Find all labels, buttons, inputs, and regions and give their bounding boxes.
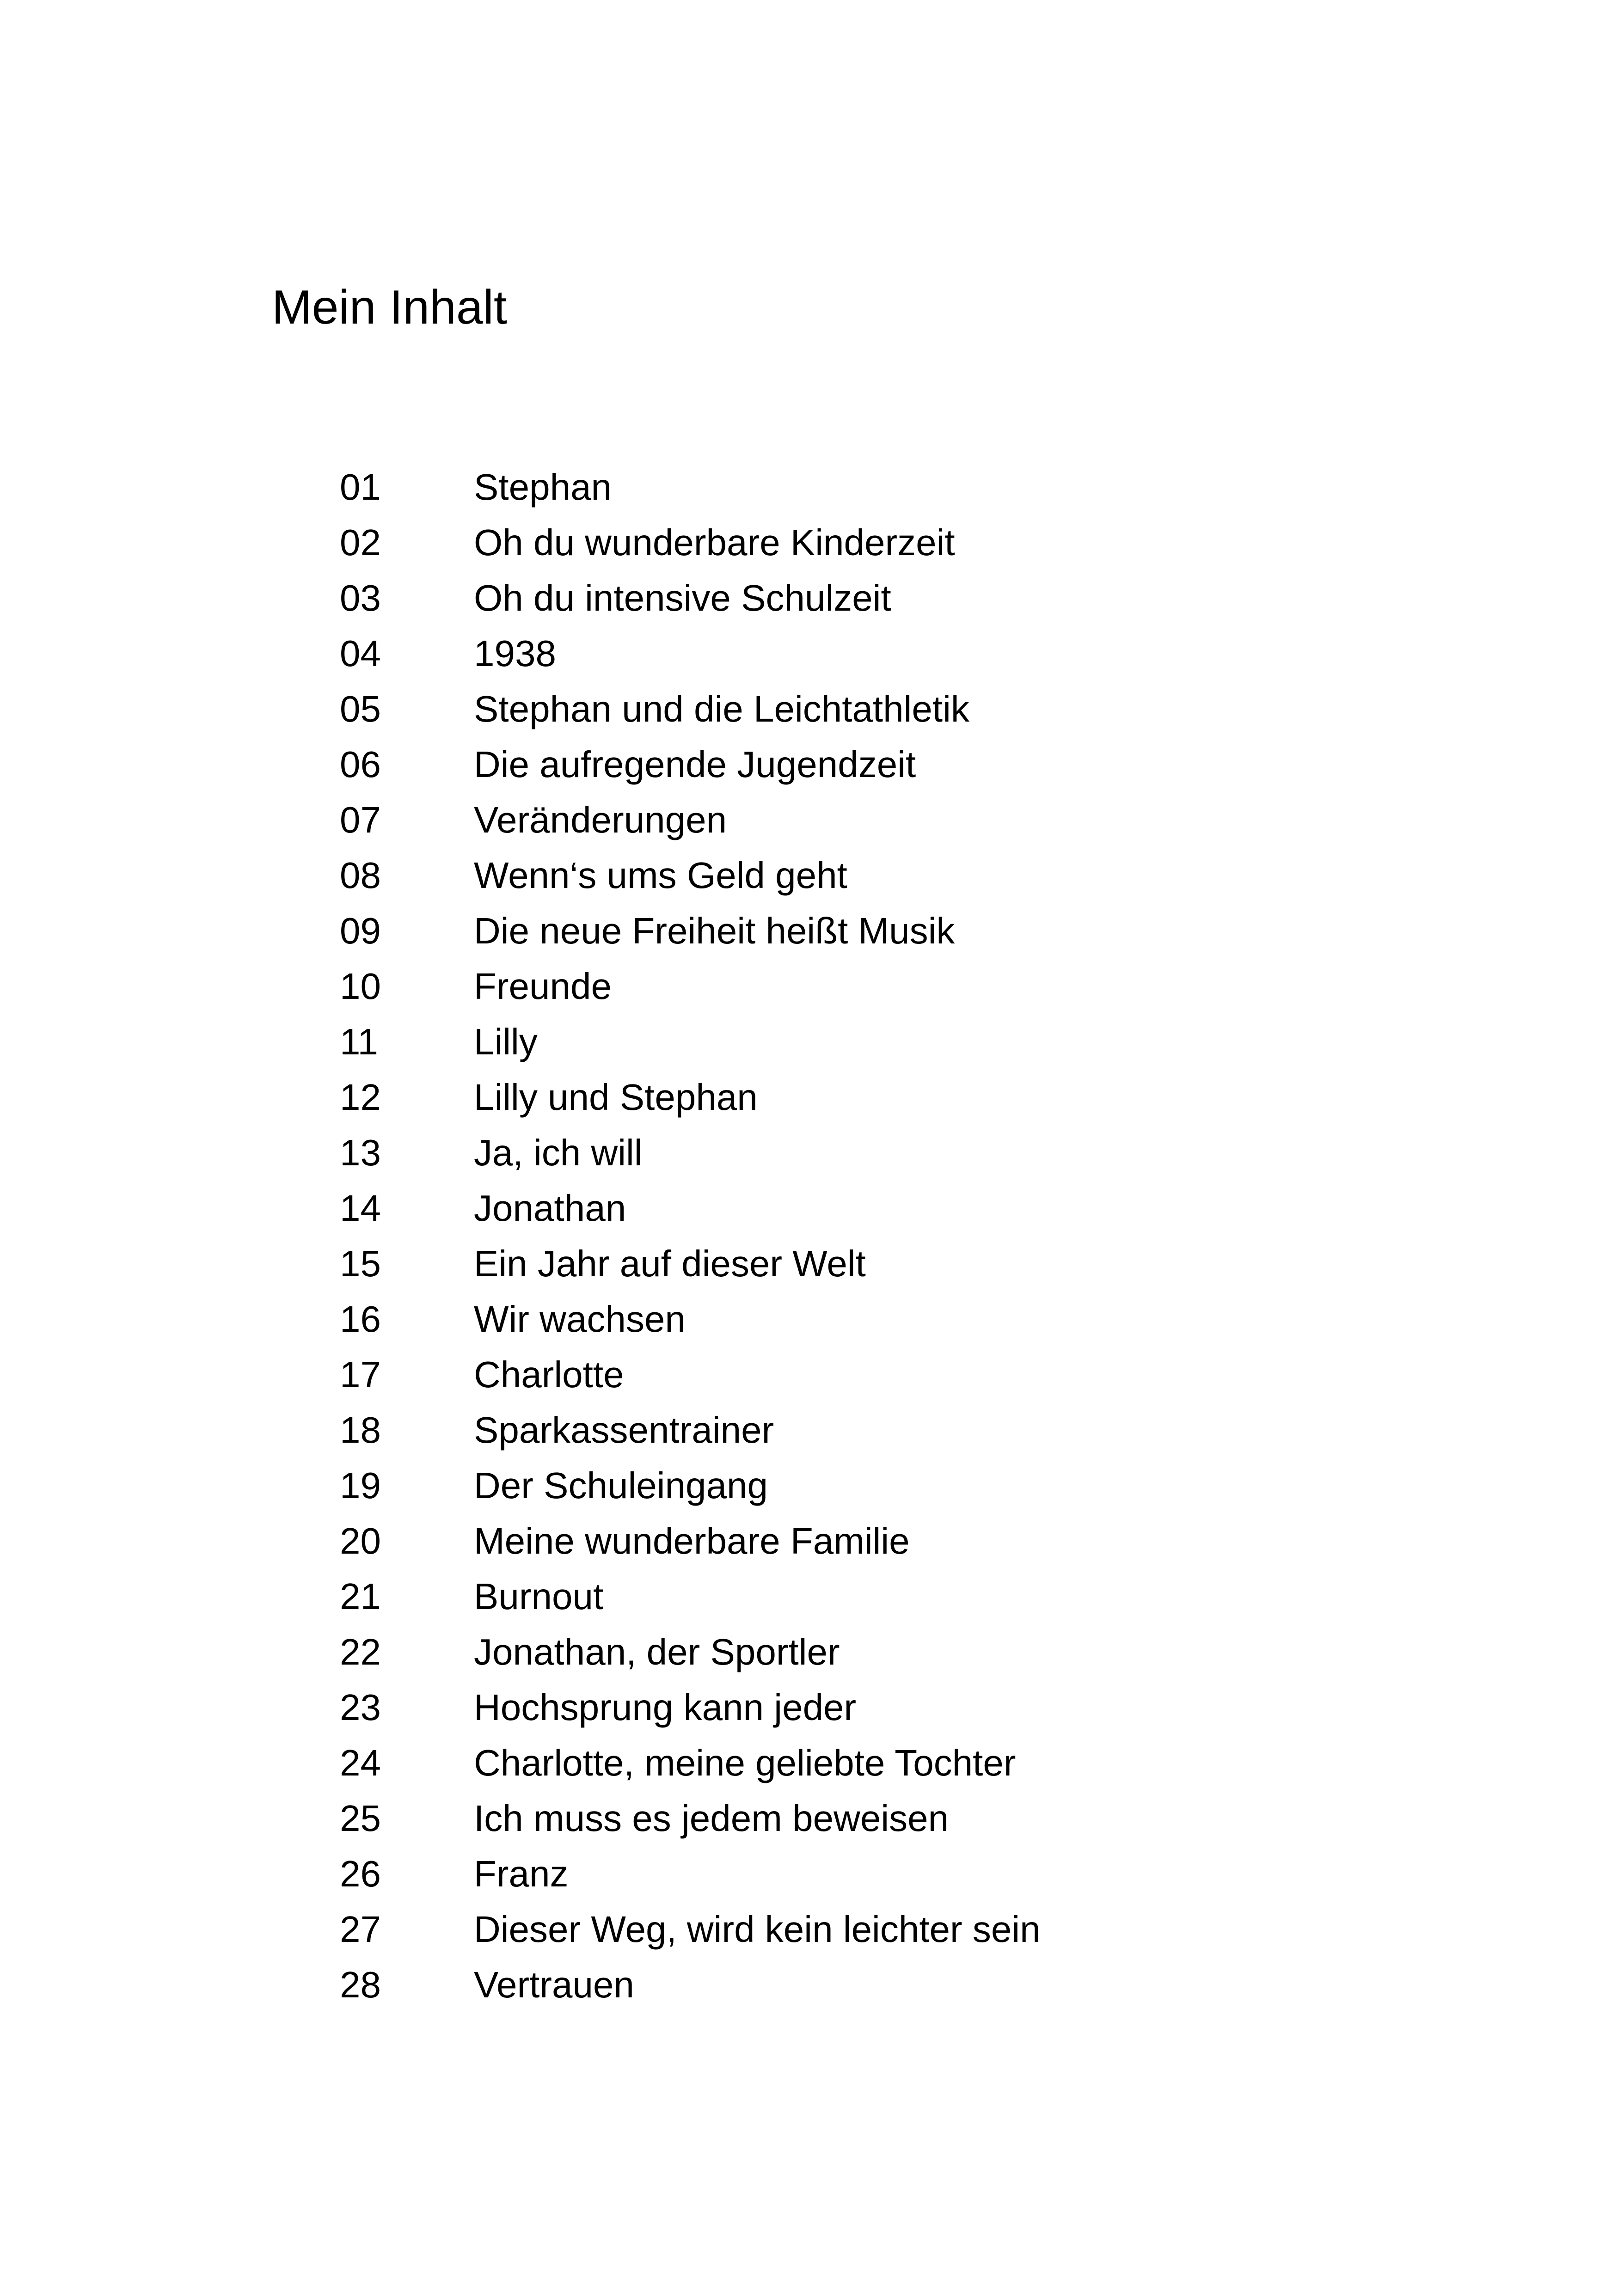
toc-entry-title: Burnout bbox=[474, 1576, 604, 1617]
toc-entry bbox=[340, 959, 1041, 1014]
toc-entry bbox=[340, 848, 1041, 903]
toc-entry-number: 04 bbox=[340, 633, 381, 674]
toc-entry-title: Ja, ich will bbox=[474, 1132, 643, 1173]
toc-entry bbox=[340, 1070, 1041, 1125]
toc-entry-title: Veränderungen bbox=[474, 799, 727, 840]
toc-entry-title: Der Schuleingang bbox=[474, 1465, 768, 1506]
toc-entry-title: Ein Jahr auf dieser Welt bbox=[474, 1243, 866, 1284]
toc-entry bbox=[340, 1569, 1041, 1624]
toc-entry bbox=[340, 737, 1041, 792]
toc-entry-number: 23 bbox=[340, 1687, 381, 1728]
toc-entry-number: 25 bbox=[340, 1798, 381, 1839]
toc-entry bbox=[340, 1181, 1041, 1236]
toc-entry bbox=[340, 1624, 1041, 1680]
toc-entry-number: 09 bbox=[340, 910, 381, 951]
toc-entry bbox=[340, 1735, 1041, 1791]
toc-entry-title: Dieser Weg, wird kein leichter sein bbox=[474, 1909, 1041, 1950]
toc-entry bbox=[340, 1957, 1041, 2013]
toc-entry-title: Ich muss es jedem beweisen bbox=[474, 1798, 949, 1839]
toc-entry bbox=[340, 1347, 1041, 1402]
toc-entry-title: Lilly bbox=[474, 1021, 538, 1062]
toc-entry-number: 01 bbox=[340, 466, 381, 508]
toc-entry-number: 14 bbox=[340, 1188, 381, 1229]
toc-entry-title: Stephan und die Leichtathletik bbox=[474, 688, 969, 729]
toc-entry-number: 11 bbox=[340, 1021, 379, 1062]
toc-entry-title: Lilly und Stephan bbox=[474, 1077, 758, 1118]
toc-entry-title: Wenn‘s ums Geld geht bbox=[474, 855, 847, 896]
toc-entry-number: 27 bbox=[340, 1909, 381, 1950]
toc-entry bbox=[340, 626, 1041, 681]
toc-entry-number: 03 bbox=[340, 577, 381, 618]
toc-entry-title: Stephan bbox=[474, 466, 612, 508]
toc-entry-title: 1938 bbox=[474, 633, 556, 674]
toc-entry bbox=[340, 1014, 1041, 1070]
toc-entry bbox=[340, 570, 1041, 626]
toc-entry-title: Jonathan, der Sportler bbox=[474, 1631, 840, 1672]
toc-entry bbox=[340, 1458, 1041, 1513]
toc-entry-number: 12 bbox=[340, 1077, 381, 1118]
toc-entry-number: 21 bbox=[340, 1576, 381, 1617]
toc-entry-number: 17 bbox=[340, 1354, 381, 1395]
toc-entry bbox=[340, 1846, 1041, 1902]
toc-entry-title: Freunde bbox=[474, 966, 612, 1007]
toc-entry bbox=[340, 515, 1041, 570]
toc-entry-number: 10 bbox=[340, 966, 381, 1007]
toc-entry-number: 19 bbox=[340, 1465, 381, 1506]
toc-entry-number: 20 bbox=[340, 1520, 381, 1561]
toc-entry-number: 13 bbox=[340, 1132, 381, 1173]
toc-entry bbox=[340, 681, 1041, 737]
toc-entry bbox=[340, 1902, 1041, 1957]
toc-entry-title: Sparkassentrainer bbox=[474, 1409, 774, 1451]
toc-entry-title: Charlotte bbox=[474, 1354, 624, 1395]
toc-entry-number: 24 bbox=[340, 1742, 381, 1783]
toc-entry bbox=[340, 903, 1041, 959]
toc-entry bbox=[340, 1236, 1041, 1292]
toc-entry-number: 28 bbox=[340, 1964, 381, 2005]
toc-entry-title: Oh du intensive Schulzeit bbox=[474, 577, 891, 618]
toc-entry-title: Charlotte, meine geliebte Tochter bbox=[474, 1742, 1016, 1783]
table-of-contents bbox=[340, 459, 1041, 2013]
toc-entry-title: Oh du wunderbare Kinderzeit bbox=[474, 522, 955, 563]
toc-entry-number: 15 bbox=[340, 1243, 381, 1284]
toc-entry-title: Hochsprung kann jeder bbox=[474, 1687, 857, 1728]
toc-entry-number: 22 bbox=[340, 1631, 381, 1672]
toc-entry-number: 08 bbox=[340, 855, 381, 896]
toc-entry-title: Jonathan bbox=[474, 1188, 626, 1229]
toc-entry-number: 05 bbox=[340, 688, 381, 729]
toc-entry bbox=[340, 1125, 1041, 1181]
toc-entry bbox=[340, 1791, 1041, 1846]
toc-entry-title: Die neue Freiheit heißt Musik bbox=[474, 910, 955, 951]
toc-entry bbox=[340, 792, 1041, 848]
toc-entry-number: 26 bbox=[340, 1853, 381, 1894]
toc-entry-number: 18 bbox=[340, 1409, 381, 1451]
toc-entry bbox=[340, 1402, 1041, 1458]
toc-entry-title: Vertrauen bbox=[474, 1964, 634, 2005]
toc-entry-title: Wir wachsen bbox=[474, 1298, 686, 1340]
toc-entry-title: Die aufregende Jugendzeit bbox=[474, 744, 916, 785]
toc-entry-number: 06 bbox=[340, 744, 381, 785]
toc-entry-title: Meine wunderbare Familie bbox=[474, 1520, 910, 1561]
toc-entry bbox=[340, 1513, 1041, 1569]
toc-entry-number: 07 bbox=[340, 799, 381, 840]
toc-entry bbox=[340, 1680, 1041, 1735]
page-title: Mein Inhalt bbox=[272, 281, 507, 334]
toc-entry bbox=[340, 459, 1041, 515]
toc-entry-number: 02 bbox=[340, 522, 381, 563]
toc-entry bbox=[340, 1292, 1041, 1347]
toc-entry-number: 16 bbox=[340, 1298, 381, 1340]
toc-entry-title: Franz bbox=[474, 1853, 569, 1894]
